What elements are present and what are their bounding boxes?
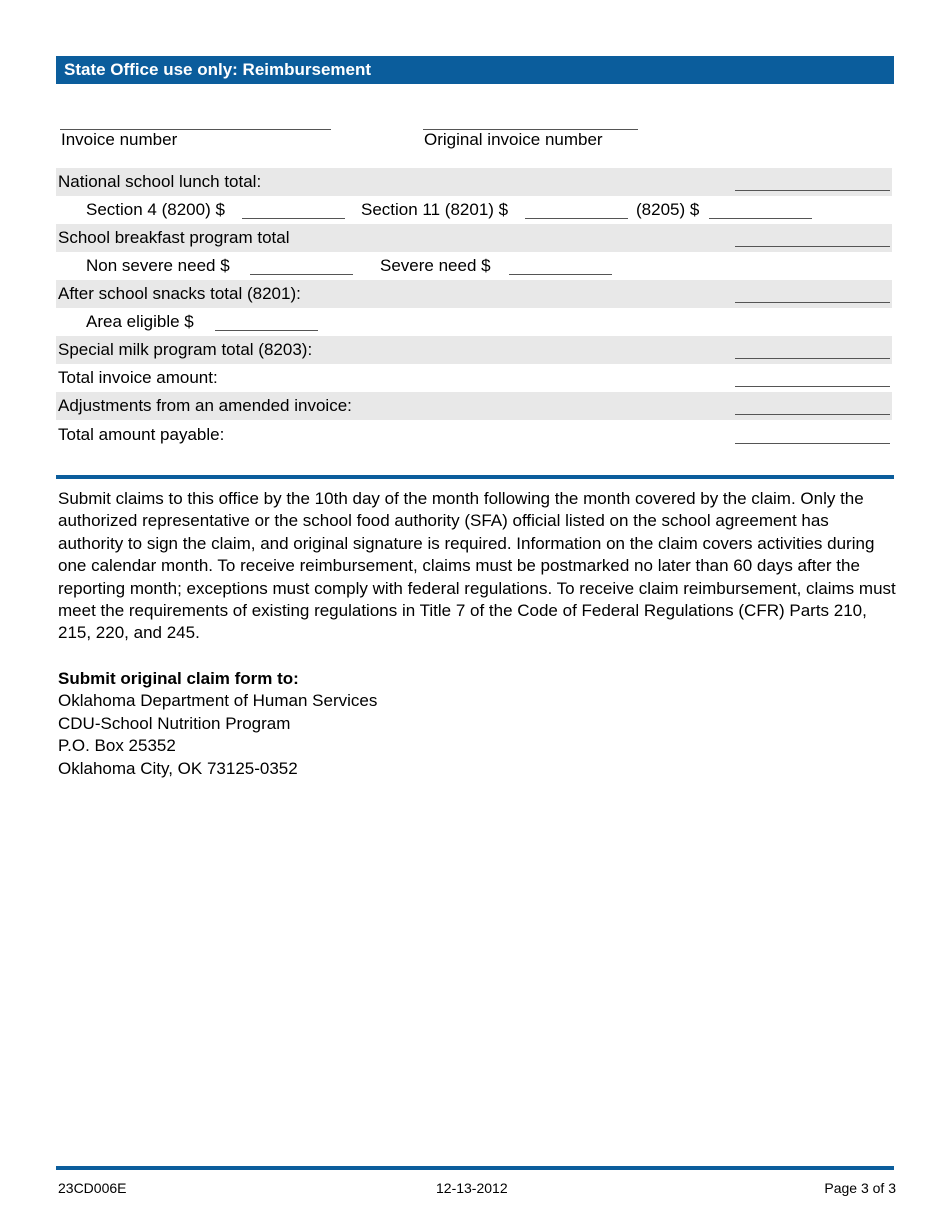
address-line-2: CDU-School Nutrition Program <box>58 713 291 733</box>
severe-label: Severe need $ <box>380 256 491 275</box>
address-heading: Submit original claim form to: <box>58 669 299 688</box>
code8205-field[interactable] <box>709 218 812 219</box>
national-lunch-label: National school lunch total: <box>58 172 262 191</box>
area-eligible-label: Area eligible $ <box>86 312 194 331</box>
total-invoice-label: Total invoice amount: <box>58 368 218 387</box>
address-line-3: P.O. Box 25352 <box>58 736 176 756</box>
adjustments-field[interactable] <box>735 414 890 415</box>
total-payable-field[interactable] <box>735 443 890 444</box>
section4-label: Section 4 (8200) $ <box>86 200 225 219</box>
section-divider <box>56 475 894 479</box>
footer-page-number: Page 3 of 3 <box>824 1180 896 1196</box>
special-milk-total-field[interactable] <box>735 358 890 359</box>
non-severe-label: Non severe need $ <box>86 256 230 275</box>
severe-field[interactable] <box>509 274 612 275</box>
national-lunch-total-field[interactable] <box>735 190 890 191</box>
total-payable-label: Total amount payable: <box>58 425 225 444</box>
original-invoice-number-label: Original invoice number <box>424 130 603 149</box>
address-line-1: Oklahoma Department of Human Services <box>58 691 378 711</box>
special-milk-label: Special milk program total (8203): <box>58 340 313 359</box>
mailing-address <box>58 668 377 780</box>
area-eligible-field[interactable] <box>215 330 318 331</box>
footer-date: 12-13-2012 <box>436 1180 508 1196</box>
section11-field[interactable] <box>525 218 628 219</box>
adjustments-label: Adjustments from an amended invoice: <box>58 396 352 415</box>
after-school-label: After school snacks total (8201): <box>58 284 301 303</box>
invoice-number-label: Invoice number <box>61 130 178 149</box>
footer-divider <box>56 1166 894 1170</box>
breakfast-total-field[interactable] <box>735 246 890 247</box>
instructions-paragraph: Submit claims to this office by the 10th day of the month following the month covered by the claim. Only the authorized representative or the school food authority (SFA) official listed on the school agreement has authority to sign the claim, and original signature is required. Information on the claim covers activities during one calendar month. To receive reimbursement, claims must be postmarked no later than 60 days after the reporting month; exceptions must comply with federal regulations. To receive claim reimbursement, claims must meet the requirements of existing regulations in Title 7 of the Code of Federal Regulations (CFR) Parts 210, 215, 220, and 245. <box>58 489 896 643</box>
after-school-total-field[interactable] <box>735 302 890 303</box>
breakfast-label: School breakfast program total <box>58 228 290 247</box>
section11-label: Section 11 (8201) $ <box>361 200 509 219</box>
address-line-4: Oklahoma City, OK 73125-0352 <box>58 758 298 778</box>
total-invoice-field[interactable] <box>735 386 890 387</box>
code8205-label: (8205) $ <box>636 200 700 219</box>
footer-form-code: 23CD006E <box>58 1180 127 1196</box>
non-severe-field[interactable] <box>250 274 353 275</box>
section4-field[interactable] <box>242 218 345 219</box>
section-header: State Office use only: Reimbursement <box>56 56 894 84</box>
